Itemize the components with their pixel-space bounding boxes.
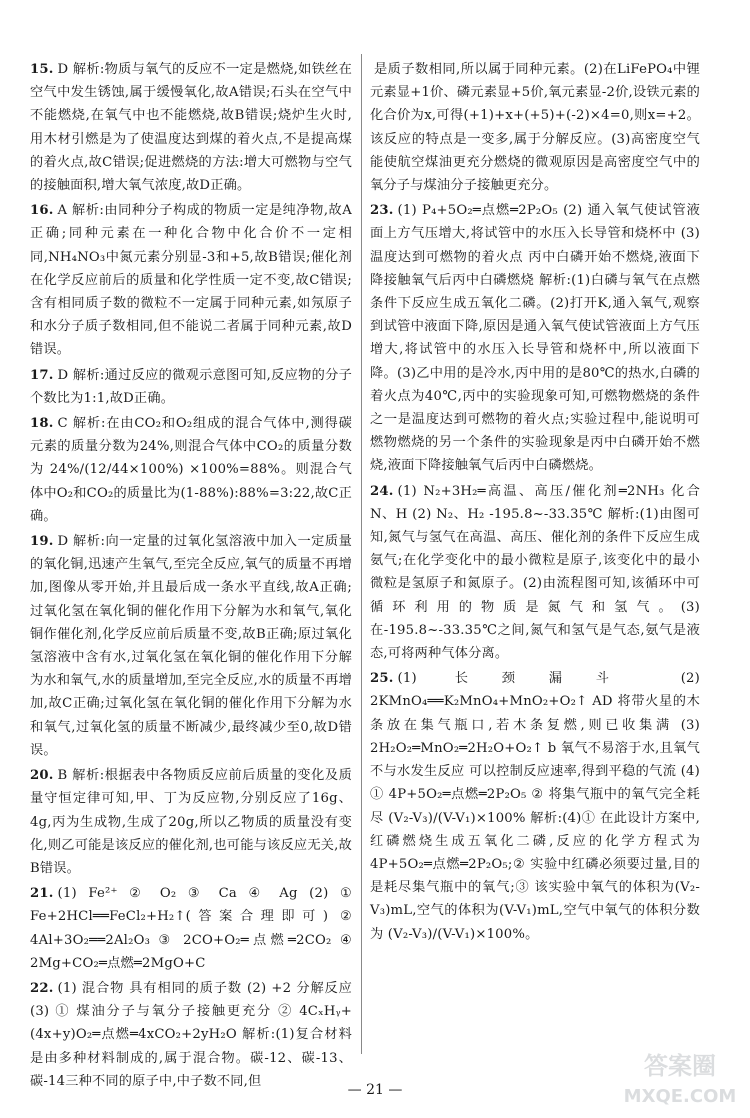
answer-23: 23. (1) P₄+5O₂═点燃═2P₂O₅ (2) 通入氧气使试管液面上方气压增大,将试管中的水压入长导管和烧杯中 (3) 温度达到可燃物的着火点 丙中白磷开始不燃烧,液面下降接触氧气后丙中白磷燃烧 解析:(1)白磷与氧气在点燃条件下反应生成五氧化二磷。(2)打开K,通入氧气,观察到试管中液面下降,原因是通入氧气使试管液面上方气压增大,将试管中的水压入长导管和烧杯中,所以液面下降。(3)乙中用的是冷水,丙中用的是80℃的热水,白磷的着火点为40℃,丙中的实验现象可知,可燃物燃烧的条件之一是温度达到可燃物的着火点;实验过程中,能说明可燃物燃烧的另一个条件的实验现象是丙中白磷开始不燃烧,液面下降接触氧气后丙中白磷燃烧。 <box>370 203 700 474</box>
answer-20: 20. B 解析:根据表中各物质反应前后质量的变化及质量守恒定律可知,甲、丁为反应物,分别反应了16g、4g,丙为生成物,生成了20g,所以乙物质的质量没有变化,则乙可能是该反应的催化剂,也可能与该反应无关,故B错误。 <box>30 768 352 876</box>
left-column <box>30 58 352 1095</box>
answer-17: 17. D 解析:通过反应的微观示意图可知,反应物的分子个数比为1:1,故D正确。 <box>30 367 352 406</box>
answer-21: 21. (1) Fe²⁺ ② O₂ ③ Ca ④ Ag (2) ① Fe+2HCl══FeCl₂+H₂↑(答案合理即可) ② 4Al+3O₂══2Al₂O₃ ③ 2CO+O₂═点燃═2CO₂ ④ 2Mg+CO₂═点燃═2MgO+C <box>30 886 352 971</box>
watermark-sub: MXQE.COM <box>623 1086 737 1107</box>
answer-25: 25. (1) 长颈漏斗 (2) 2KMnO₄══K₂MnO₄+MnO₂+O₂↑ AD 将带火星的木条放在集气瓶口,若木条复燃,则已收集满 (3) 2H₂O₂═MnO₂═2H₂O+O₂↑ b 氧气不易溶于水,且氧气不与水发生反应 可以控制反应速率,得到平稳的气流 (4) ① 4P+5O₂═点燃═2P₂O₅ ② 将集气瓶中的氧气完全耗尽 (V₂-V₃)/(V-V₁)×100% 解析:(4)① 在此设计方案中,红磷燃烧生成五氧化二磷,反应的化学方程式为4P+5O₂═点燃═2P₂O₅;② 实验中红磷必须要过量,目的是耗尽集气瓶中的氧气;③ 该实验中氧气的体积为(V₂-V₃)mL,空气的体积为(V-V₁)mL,空气中氧气的体积分数为 (V₂-V₃)/(V-V₁)×100%。 <box>370 671 700 942</box>
answer-19: 19. D 解析:向一定量的过氧化氢溶液中加入一定质量的氧化铜,迅速产生氧气,至完全反应,氧气的质量不再增加,图像从零开始,并且最后成一条水平直线,故A正确;过氧化氢在氧化铜的催化作用下分解为水和氧气,氧化铜作催化剂,化学反应前后质量不变,故B正确;原过氧化氢溶液中含有水,过氧化氢在氧化铜的催化作用下分解为水和氧气,水的质量增加,至完全反应,水的质量不再增加,故C正确;过氧化氢在氧化铜的催化作用下分解为水和氧气,过氧化氢的质量不断减少,最终减少至0,故D错误。 <box>30 534 352 758</box>
right-column <box>370 58 700 948</box>
answer-15: 15. D 解析:物质与氧气的反应不一定是燃烧,如铁丝在空气中发生锈蚀,属于缓慢氧化,故A错误;石头在空气中不能燃烧,在氧气中也不能燃烧,故B错误;烧炉生火时,用木材引燃是为了使温度达到煤的着火点,不是提高煤的着火点,故C错误;促进燃烧的方法:增大可燃物与空气的接触面积,增大氧气浓度,故D正确。 <box>30 62 352 194</box>
answer-18: 18. C 解析:在由CO₂和O₂组成的混合气体中,测得碳元素的质量分数为24%,则混合气体中CO₂的质量分数为 24%/(12/44×100%) ×100%=88%。则混合气体中O₂和CO₂的质量比为(1-88%):88%=3:22,故C正确。 <box>30 416 352 524</box>
watermark-logo <box>620 1042 740 1112</box>
answer-22: 22. (1) 混合物 具有相同的质子数 (2) +2 分解反应 (3) ① 煤油分子与氧分子接触更充分 ② 4CₓHᵧ+(4x+y)O₂═点燃═4xCO₂+2yH₂O 解析:(1)复合材料是由多种材料制成的,属于混合物。碳-12、碳-13、碳-14三种不同的原子中,中子数不同,但 <box>30 980 352 1089</box>
column-divider <box>361 54 362 1054</box>
watermark-text: 答案圈 <box>644 1052 716 1080</box>
answer-24: 24. (1) N₂+3H₂═高温、高压/催化剂═2NH₃ 化合 N、H (2) N₂、H₂ -195.8~-33.35℃ 解析:(1)由图可知,氮气与氢气在高温、高压、催化剂的条件下反应生成氨气;在化学变化中的最小微粒是原子,该变化中的最小微粒是氢原子和氮原子。(2)由流程图可知,该循环中可循环利用的物质是氮气和氢气。(3)在-195.8~-33.35℃之间,氮气和氢气是气态,氨气是液态,可将两种气体分离。 <box>370 483 700 662</box>
page-number: — 21 — <box>347 1082 403 1098</box>
answer-16: 16. A 解析:由同种分子构成的物质一定是纯净物,故A正确;同种元素在一种化合物中化合价不一定相同,NH₄NO₃中氮元素分别显-3和+5,故B错误;催化剂在化学反应前后的质量和化学性质一定不变,故C错误;含有相同质子数的微粒不一定属于同种元素,如氖原子和水分子质子数相同,但不能说二者属于同种元素,故D错误。 <box>30 203 352 358</box>
answer-22-continued: 是质子数相同,所以属于同种元素。(2)在LiFePO₄中锂元素显+1价、磷元素显+5价,氧元素显-2价,设铁元素的化合价为x,可得(+1)+x+(+5)+(-2)×4=0,则x=+2。该反应的特点是一变多,属于分解反应。(3)高密度空气能使航空煤油更充分燃烧的微观原因是高密度空气中的氧分子与煤油分子接触更充分。 <box>370 62 700 194</box>
